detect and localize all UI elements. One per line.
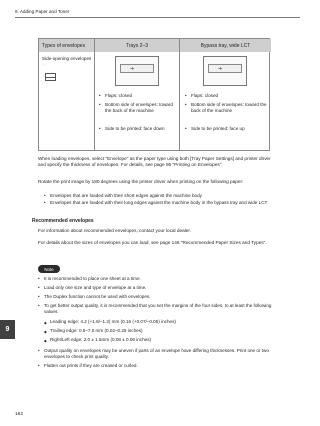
tray-loading-illustration xyxy=(115,56,159,86)
table-header-trays: Trays 2–3 xyxy=(94,39,179,52)
arrow-icon: ➜ xyxy=(218,66,223,72)
list-item: • Flaps: closed xyxy=(185,93,219,98)
section-heading: Recommended envelopes xyxy=(32,218,94,224)
note-icon: Note xyxy=(38,265,60,273)
row-label: Side-opening envelopes xyxy=(42,56,92,61)
note-label xyxy=(38,265,60,273)
envelope-icon xyxy=(45,73,56,81)
list-item: ◆ Leading edge: 4.2 (+1.8/–1.2) mm (0.16 (+0.07/–0.05) inches) xyxy=(44,319,176,325)
list-item: • Envelopes that are loaded with their short edges against the machine body xyxy=(44,193,202,198)
paragraph-envelope-settings: When loading envelopes, select "Envelope" as the paper type using both [Tray Paper Settings] and printer driver and specify the thickness of envelopes. For details, see page 95 "Printing on Envelopes". xyxy=(38,156,271,168)
running-header: 9. Adding Paper and Toner xyxy=(15,9,70,14)
paragraph-dealer: For information about recommended envelopes, contact your local dealer. xyxy=(38,228,191,233)
column-divider xyxy=(94,52,95,150)
list-item: • Flatten out prints if they are creased or curled. xyxy=(38,363,138,368)
list-item: • Bottom side of envelopes: toward the back of the machine xyxy=(185,102,267,113)
chapter-tab: 9 xyxy=(0,320,15,339)
tray-slot-graphic xyxy=(120,64,154,73)
reference-icon: ☞ xyxy=(42,62,46,68)
list-item: • It is recommended to place one sheet at a time. xyxy=(38,276,141,281)
envelope-table xyxy=(38,38,270,151)
paragraph-sizes: For details about the sizes of envelopes you can load, see page 146 "Recommended Paper Sizes and Types". xyxy=(38,240,267,245)
paragraph-rotate: Rotate the print image by 180 degrees using the printer driver when printing on the following paper: xyxy=(38,179,244,184)
list-item: • The Duplex function cannot be used with envelopes. xyxy=(38,294,151,299)
list-item: • Side to be printed: face up xyxy=(185,126,245,131)
list-item: • Output quality on envelopes may be uneven if parts of an envelope have differing thicknesses. Print one or two envelopes to check print quality. xyxy=(38,348,269,360)
page-number: 162 xyxy=(15,412,24,417)
column-divider xyxy=(179,52,180,150)
list-item: ◆ Trailing edge: 0.5–7.0 mm (0.02–0.28 inches) xyxy=(44,328,143,334)
bypass-loading-illustration xyxy=(203,56,247,86)
list-item: ◆ Right/Left edge: 2.0 ± 1.5mm (0.08 ± 0.06 inches) xyxy=(44,337,152,343)
envelope-type-label xyxy=(42,56,92,68)
arrow-icon: ➜ xyxy=(130,66,135,72)
list-item: • Envelopes that are loaded with their long edges against the machine body in the bypass tray and wide LCT xyxy=(44,200,268,205)
list-item: • Side to be printed: face down xyxy=(99,126,165,131)
table-header-bypass: Bypass tray, wide LCT xyxy=(179,39,271,52)
list-item: • Load only one size and type of envelope at a time. xyxy=(38,285,147,290)
tray-slot-graphic xyxy=(208,64,242,73)
list-item: • Flaps: closed xyxy=(99,93,133,98)
header-rule xyxy=(15,17,300,18)
table-header-types: Types of envelopes xyxy=(39,39,94,52)
list-item: • To get better output quality, it is recommended that you set the margins of the four sides, to at least the following values: xyxy=(38,303,272,315)
list-item: • Bottom side of envelopes: toward the back of the machine xyxy=(99,102,173,113)
